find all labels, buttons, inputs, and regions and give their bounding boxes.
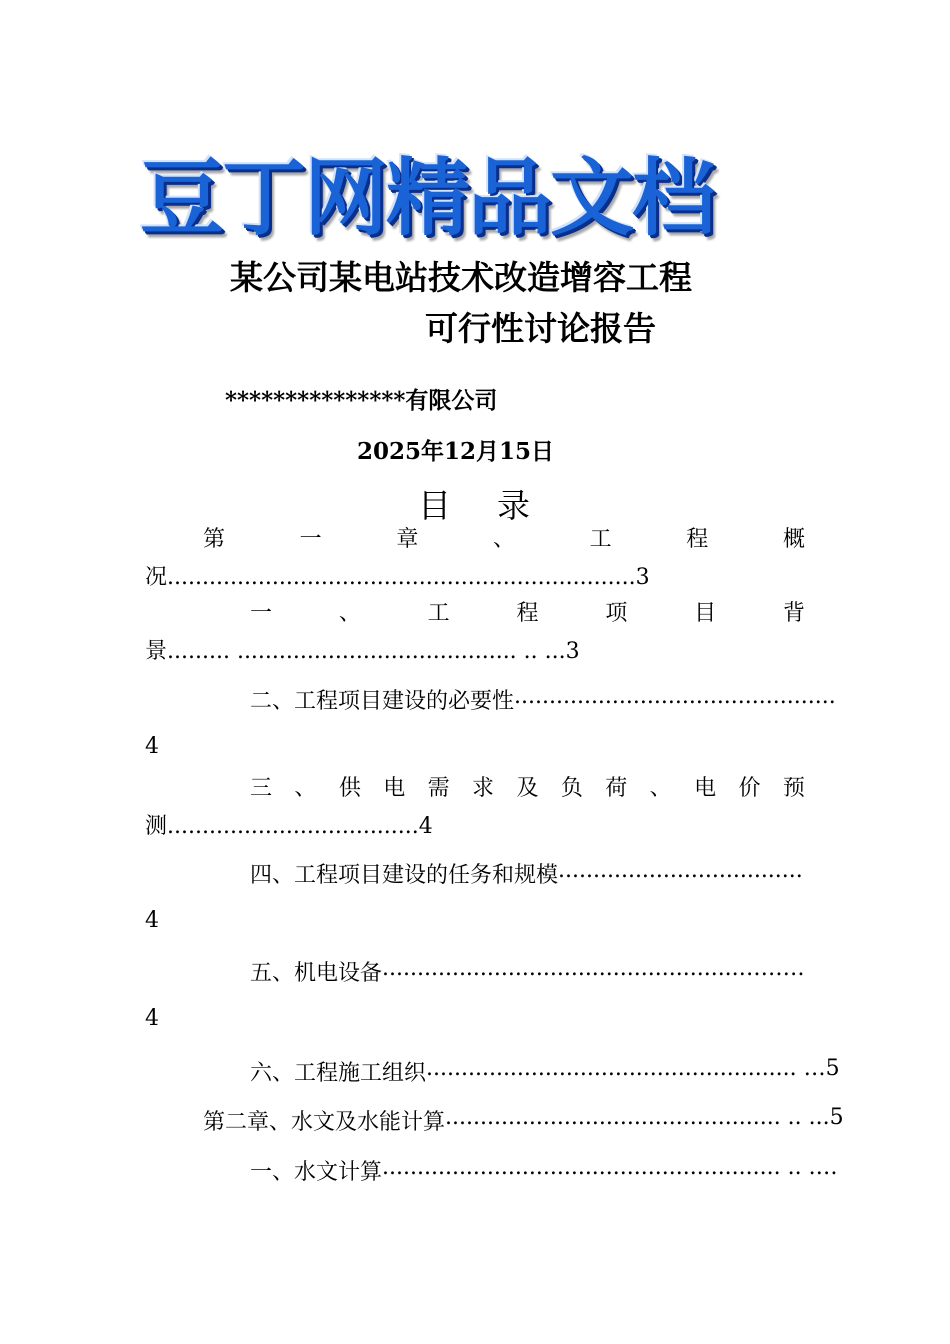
toc-char: 工 (427, 601, 450, 626)
toc-char: 章 (396, 527, 419, 552)
toc-page-number: 5 (825, 1056, 840, 1081)
toc-char: 、 (338, 601, 361, 626)
toc-dots: ................................... (558, 858, 803, 883)
watermark-logo: 豆丁网精品文档 (140, 149, 715, 247)
toc-s1-line2 (145, 634, 580, 665)
toc-dots: ......... ........................................ .. ... (167, 639, 566, 664)
toc-dots: ................................................ .. ... (445, 1105, 830, 1130)
toc-char: 概 (782, 527, 805, 552)
toc-entry-text: 四、工程项目建设的任务和规模 (250, 863, 559, 888)
toc-char: 工 (589, 527, 612, 552)
toc-char: 程 (686, 527, 709, 552)
toc-dots: ..................................................... … (426, 1056, 826, 1081)
toc-s1-line1 (250, 596, 805, 627)
toc-dots: .............................................. (514, 684, 836, 709)
toc-page-number: 4 (145, 734, 159, 759)
title-line-1: 某公司某电站技术改造增容工程 (230, 258, 692, 297)
toc-page-number: 3 (635, 565, 650, 590)
toc-entry-text: 第二章、水文及水能计算 (203, 1110, 446, 1135)
toc-s3-line2 (145, 809, 433, 840)
toc-ch1-line1 (203, 522, 805, 553)
toc-s2-line1 (250, 684, 836, 715)
toc-page-number: 3 (565, 639, 580, 664)
toc-char: 一 (250, 601, 273, 626)
toc-char: 供 (338, 776, 361, 801)
toc-char: 目 (694, 601, 717, 626)
toc-char: 、 (649, 776, 672, 801)
toc-char: 电 (694, 776, 717, 801)
toc-s6-line (250, 1056, 840, 1087)
toc-page-number: 5 (829, 1105, 844, 1130)
toc-char: 项 (605, 601, 628, 626)
toc-char: 背 (782, 601, 805, 626)
toc-char: 三 (250, 776, 273, 801)
toc-s5-line1 (250, 956, 805, 987)
toc-entry-text: 二、工程项目建设的必要性 (250, 689, 515, 714)
toc-char: 一 (299, 527, 322, 552)
toc-ch1-line2 (145, 560, 650, 591)
toc-char: 测 (145, 814, 168, 839)
toc-char: 求 (472, 776, 495, 801)
toc-dots: ...................................................……… (382, 956, 805, 981)
toc-entry-text: 六、工程施工组织 (250, 1061, 427, 1086)
title-line-2: 可行性讨论报告 (425, 309, 656, 348)
company-name: ***************有限公司 (225, 387, 498, 414)
toc-page-number: 4 (145, 908, 159, 933)
toc-char: 程 (516, 601, 539, 626)
toc-entry-text: 五、机电设备 (250, 961, 383, 986)
toc-char: 况 (145, 565, 168, 590)
toc-char: 景 (145, 639, 168, 664)
toc-char: 、 (492, 527, 515, 552)
toc-char: 需 (427, 776, 450, 801)
toc-s3-line1 (250, 771, 805, 802)
toc-entry-text: 一、水文计算 (250, 1160, 383, 1185)
toc-page-number: 4 (418, 814, 433, 839)
toc-char: 预 (782, 776, 805, 801)
toc-s4-line1 (250, 858, 805, 889)
toc-char: 电 (383, 776, 406, 801)
toc-dots: ......................................................... .. .… (382, 1155, 838, 1180)
toc-dots: ................................................................... (167, 565, 636, 590)
toc-h1-line (250, 1155, 838, 1186)
toc-char: 负 (560, 776, 583, 801)
toc-page-number: 4 (145, 1006, 159, 1031)
toc-char: 荷 (605, 776, 628, 801)
toc-char: 及 (516, 776, 539, 801)
report-date: 2025年12月15日 (357, 438, 555, 465)
toc-dots: .................................... (167, 814, 419, 839)
toc-char: 第 (203, 527, 226, 552)
toc-char: 、 (294, 776, 317, 801)
toc-heading: 目录 (418, 486, 576, 525)
toc-char: 价 (738, 776, 761, 801)
toc-ch2-line (203, 1105, 844, 1136)
